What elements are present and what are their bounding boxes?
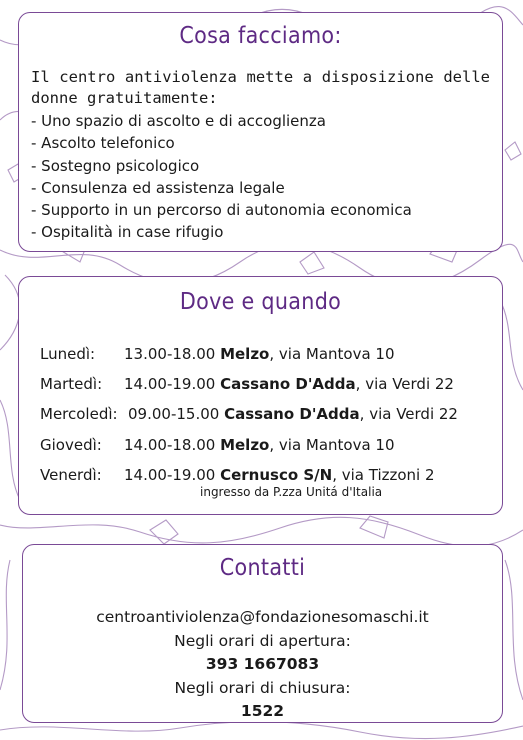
schedule-city: Cernusco S/N [220, 466, 333, 484]
list-item: - Ascolto telefonico [31, 134, 175, 153]
schedule-street: , via Tizzoni 2 [332, 466, 435, 484]
schedule-street: , via Mantova 10 [269, 436, 395, 454]
schedule-time: 13.00-18.00 [124, 345, 216, 363]
schedule-time: 09.00-15.00 [128, 405, 220, 423]
closed-hours-label: Negli orari di chiusura: [174, 678, 351, 697]
schedule-title: Dove e quando [179, 289, 342, 315]
contacts-card [22, 544, 503, 723]
services-card [18, 12, 503, 252]
services-list [31, 110, 412, 244]
list-item: - Supporto in un percorso di autonomia economica [31, 201, 412, 220]
list-item: - Ospitalità in case rifugio [31, 223, 224, 242]
schedule-day: Martedì: [40, 375, 103, 393]
services-title: Cosa facciamo: [179, 23, 342, 49]
schedule-city: Melzo [220, 345, 270, 363]
open-hours-phone[interactable]: 393 1667083 [205, 655, 320, 673]
schedule-day: Lunedì: [40, 345, 96, 363]
schedule-entry [124, 375, 454, 393]
schedule-city: Melzo [220, 436, 270, 454]
list-item: - Sostegno psicologico [31, 156, 200, 175]
schedule-day: Venerdì: [40, 466, 102, 484]
services-intro: Il centro antiviolenza mette a disposizione delle donne gratuitamente: [31, 68, 490, 107]
schedule-city: Cassano D'Adda [224, 405, 360, 423]
schedule-street: , via Mantova 10 [269, 345, 395, 363]
contacts-title: Contatti [219, 555, 306, 581]
schedule-street: , via Verdi 22 [355, 375, 454, 393]
schedule-entry [128, 405, 458, 423]
entrance-note: ingresso da P.zza Unitá d'Italia [200, 485, 383, 499]
schedule-time: 14.00-19.00 [124, 375, 216, 393]
schedule-street: , via Verdi 22 [359, 405, 458, 423]
schedule-day: Giovedì: [40, 436, 102, 454]
open-hours-label: Negli orari di apertura: [174, 631, 351, 650]
schedule-time: 14.00-19.00 [124, 466, 216, 484]
schedule-day: Mercoledì: [40, 405, 118, 423]
schedule-entry [124, 345, 395, 363]
closed-hours-phone[interactable]: 1522 [240, 702, 285, 720]
schedule-entry [124, 436, 395, 454]
schedule-card [18, 276, 503, 515]
list-item: - Consulenza ed assistenza legale [31, 178, 285, 197]
contacts-block [23, 606, 502, 724]
schedule-entry [124, 466, 435, 484]
schedule-time: 14.00-18.00 [124, 436, 216, 454]
schedule-city: Cassano D'Adda [220, 375, 356, 393]
email-link[interactable]: centroantiviolenza@fondazionesomaschi.it [96, 608, 429, 626]
list-item: - Uno spazio di ascolto e di accoglienza [31, 112, 326, 130]
